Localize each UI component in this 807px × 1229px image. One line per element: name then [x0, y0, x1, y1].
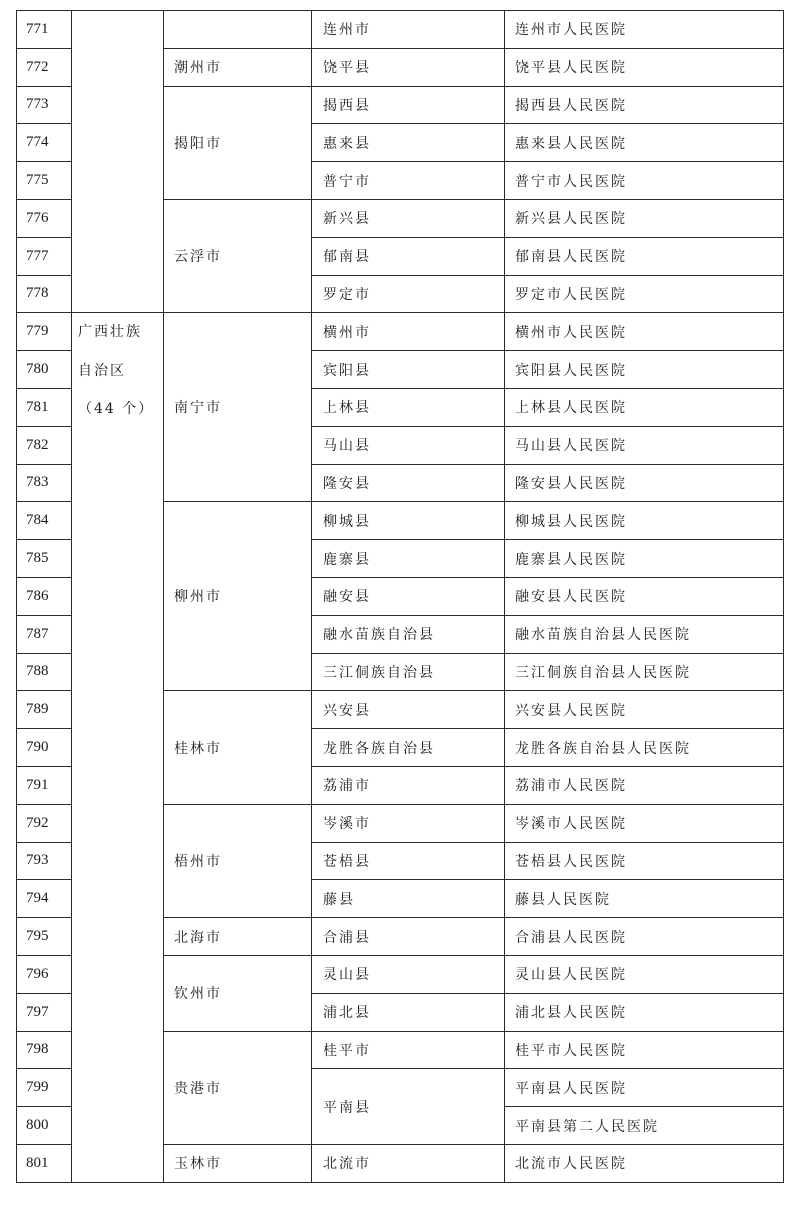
hospital-cell: 惠来县人民医院	[505, 124, 784, 162]
province-cell-guangdong-continued	[72, 11, 164, 313]
hospital-cell: 平南县人民医院	[505, 1069, 784, 1107]
county-cell: 罗定市	[312, 275, 505, 313]
county-cell: 郁南县	[312, 237, 505, 275]
row-number: 776	[17, 199, 72, 237]
hospital-cell: 北流市人民医院	[505, 1144, 784, 1182]
hospital-cell: 鹿寨县人民医院	[505, 540, 784, 578]
county-cell: 惠来县	[312, 124, 505, 162]
county-cell: 龙胜各族自治县	[312, 729, 505, 767]
county-cell: 平南县	[312, 1069, 505, 1145]
row-number: 789	[17, 691, 72, 729]
hospital-cell: 柳城县人民医院	[505, 502, 784, 540]
city-cell: 桂林市	[164, 691, 312, 804]
row-number: 771	[17, 11, 72, 49]
row-number: 772	[17, 48, 72, 86]
city-cell: 云浮市	[164, 199, 312, 312]
row-number: 790	[17, 729, 72, 767]
province-cell-guangxi	[72, 313, 164, 1182]
county-cell: 新兴县	[312, 199, 505, 237]
hospital-cell: 马山县人民医院	[505, 426, 784, 464]
county-cell: 岑溪市	[312, 804, 505, 842]
county-cell: 连州市	[312, 11, 505, 49]
row-number: 774	[17, 124, 72, 162]
county-cell: 北流市	[312, 1144, 505, 1182]
row-number: 793	[17, 842, 72, 880]
table-row	[17, 11, 784, 49]
row-number: 784	[17, 502, 72, 540]
hospital-cell: 普宁市人民医院	[505, 162, 784, 200]
hospital-cell: 融水苗族自治县人民医院	[505, 615, 784, 653]
county-cell: 揭西县	[312, 86, 505, 124]
hospital-cell: 新兴县人民医院	[505, 199, 784, 237]
county-cell: 横州市	[312, 313, 505, 351]
county-cell: 兴安县	[312, 691, 505, 729]
row-number: 778	[17, 275, 72, 313]
hospital-cell: 平南县第二人民医院	[505, 1107, 784, 1145]
city-cell: 贵港市	[164, 1031, 312, 1144]
hospital-cell: 饶平县人民医院	[505, 48, 784, 86]
hospital-cell: 上林县人民医院	[505, 388, 784, 426]
county-cell: 上林县	[312, 388, 505, 426]
hospital-cell: 三江侗族自治县人民医院	[505, 653, 784, 691]
row-number: 795	[17, 918, 72, 956]
hospital-cell: 藤县人民医院	[505, 880, 784, 918]
county-cell: 融安县	[312, 577, 505, 615]
row-number: 777	[17, 237, 72, 275]
county-cell: 苍梧县	[312, 842, 505, 880]
row-number: 786	[17, 577, 72, 615]
city-cell: 潮州市	[164, 48, 312, 86]
city-cell: 揭阳市	[164, 86, 312, 199]
city-cell: 北海市	[164, 918, 312, 956]
hospital-cell: 揭西县人民医院	[505, 86, 784, 124]
row-number: 781	[17, 388, 72, 426]
row-number: 782	[17, 426, 72, 464]
hospital-cell: 兴安县人民医院	[505, 691, 784, 729]
table-row	[17, 313, 784, 351]
province-count: （44 个）	[78, 401, 155, 418]
hospital-cell: 灵山县人民医院	[505, 955, 784, 993]
province-name-line1: 广西壮族	[78, 324, 142, 341]
hospital-cell: 苍梧县人民医院	[505, 842, 784, 880]
county-cell: 融水苗族自治县	[312, 615, 505, 653]
hospital-cell: 浦北县人民医院	[505, 993, 784, 1031]
city-cell: 钦州市	[164, 955, 312, 1031]
county-cell: 三江侗族自治县	[312, 653, 505, 691]
hospital-list-table	[16, 10, 784, 1183]
hospital-cell: 郁南县人民医院	[505, 237, 784, 275]
county-cell: 普宁市	[312, 162, 505, 200]
row-number: 792	[17, 804, 72, 842]
row-number: 775	[17, 162, 72, 200]
city-cell-empty	[164, 11, 312, 49]
city-cell: 柳州市	[164, 502, 312, 691]
row-number: 787	[17, 615, 72, 653]
row-number: 799	[17, 1069, 72, 1107]
city-cell: 梧州市	[164, 804, 312, 917]
row-number: 800	[17, 1107, 72, 1145]
row-number: 801	[17, 1144, 72, 1182]
hospital-cell: 隆安县人民医院	[505, 464, 784, 502]
county-cell: 桂平市	[312, 1031, 505, 1069]
hospital-cell: 龙胜各族自治县人民医院	[505, 729, 784, 767]
row-number: 798	[17, 1031, 72, 1069]
county-cell: 藤县	[312, 880, 505, 918]
province-name-line2: 自治区	[78, 362, 126, 379]
city-cell: 南宁市	[164, 313, 312, 502]
hospital-cell: 合浦县人民医院	[505, 918, 784, 956]
row-number: 788	[17, 653, 72, 691]
hospital-cell: 荔浦市人民医院	[505, 766, 784, 804]
hospital-cell: 融安县人民医院	[505, 577, 784, 615]
hospital-cell: 岑溪市人民医院	[505, 804, 784, 842]
county-cell: 鹿寨县	[312, 540, 505, 578]
row-number: 780	[17, 351, 72, 389]
hospital-cell: 罗定市人民医院	[505, 275, 784, 313]
county-cell: 饶平县	[312, 48, 505, 86]
row-number: 796	[17, 955, 72, 993]
row-number: 773	[17, 86, 72, 124]
row-number: 779	[17, 313, 72, 351]
county-cell: 灵山县	[312, 955, 505, 993]
county-cell: 隆安县	[312, 464, 505, 502]
row-number: 791	[17, 766, 72, 804]
row-number: 797	[17, 993, 72, 1031]
hospital-cell: 连州市人民医院	[505, 11, 784, 49]
row-number: 783	[17, 464, 72, 502]
county-cell: 柳城县	[312, 502, 505, 540]
hospital-cell: 横州市人民医院	[505, 313, 784, 351]
county-cell: 荔浦市	[312, 766, 505, 804]
county-cell: 宾阳县	[312, 351, 505, 389]
row-number: 794	[17, 880, 72, 918]
city-cell: 玉林市	[164, 1144, 312, 1182]
county-cell: 马山县	[312, 426, 505, 464]
row-number: 785	[17, 540, 72, 578]
hospital-cell: 宾阳县人民医院	[505, 351, 784, 389]
county-cell: 合浦县	[312, 918, 505, 956]
county-cell: 浦北县	[312, 993, 505, 1031]
hospital-cell: 桂平市人民医院	[505, 1031, 784, 1069]
